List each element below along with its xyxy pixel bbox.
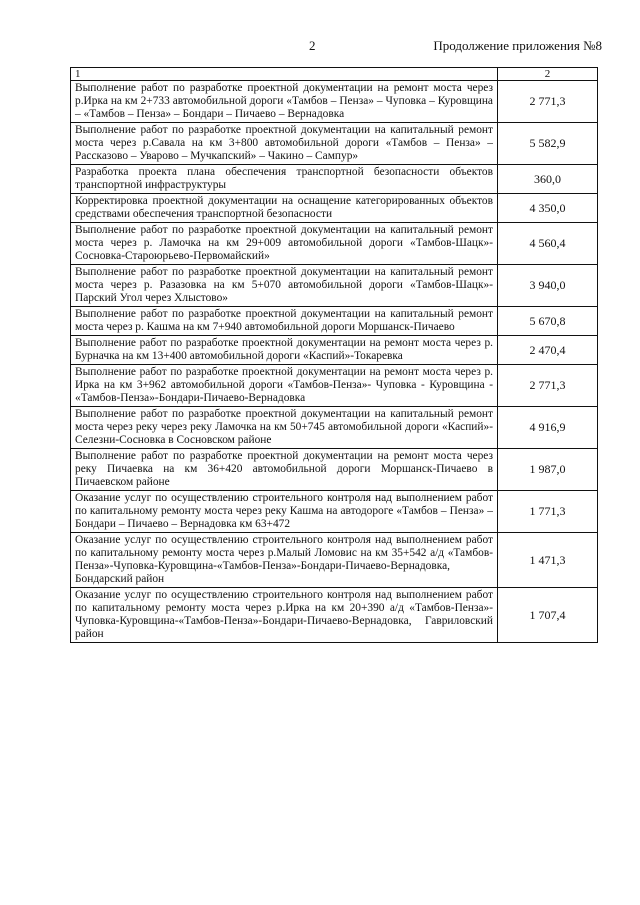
row-amount: 4 350,0 (498, 194, 598, 223)
table-row (71, 449, 598, 491)
row-description: Оказание услуг по осуществлению строительного контроля над выполнением работ по капитальному ремонту моста через реку Кашма на автодороге «Тамбов – Пенза» – Бондари – Пичаево – Вернадовка км 63+472 (71, 491, 498, 533)
row-description: Выполнение работ по разработке проектной документации на ремонт моста через р. Бурначка на км 13+400 автомобильной дороги «Каспий»-Токаревка (71, 336, 498, 365)
column-header-amount: 2 (498, 68, 598, 81)
row-amount: 360,0 (498, 165, 598, 194)
row-amount: 1 771,3 (498, 491, 598, 533)
table-row (71, 491, 598, 533)
table-row (71, 336, 598, 365)
table-row (71, 165, 598, 194)
row-amount: 4 560,4 (498, 223, 598, 265)
row-description: Выполнение работ по разработке проектной документации на ремонт моста через реку Пичаевка на км 36+420 автомобильной дороги Моршанск-Пичаево в Пичаевском районе (71, 449, 498, 491)
row-amount: 2 771,3 (498, 365, 598, 407)
row-description: Выполнение работ по разработке проектной документации на капитальный ремонт моста через р. Ламочка на км 29+009 автомобильной дороги «Тамбов-Шацк»-Сосновка-Староюрьево-Первомайский» (71, 223, 498, 265)
table-row (71, 81, 598, 123)
appendix-caption: Продолжение приложения №8 (433, 38, 602, 53)
table-row (71, 194, 598, 223)
table-row (71, 533, 598, 588)
row-amount: 2 470,4 (498, 336, 598, 365)
row-amount: 3 940,0 (498, 265, 598, 307)
row-description: Выполнение работ по разработке проектной документации на ремонт моста через р. Ирка на км 3+962 автомобильной дороги «Тамбов-Пенза»- Чуповка - Куровщина - «Тамбов-Пенза»-Бондари-Пичаево-Вернадовка (71, 365, 498, 407)
row-description: Оказание услуг по осуществлению строительного контроля над выполнением работ по капитальному ремонту моста через р.Ирка на км 20+390 а/д «Тамбов-Пенза»-Чуповка-Куровщина-«Тамбов-Пенза»-Бондари-Пичаево-Вернадовка, Гавриловский район (71, 588, 498, 643)
row-description: Оказание услуг по осуществлению строительного контроля над выполнением работ по капитальному ремонту моста через р.Малый Ломовис на км 35+542 а/д «Тамбов-Пенза»-Чуповка-Куровщина-«Тамбов-Пенза»-Бондари-Пичаево-Вернадовка, Бондарский район (71, 533, 498, 588)
table-row (71, 223, 598, 265)
row-description: Разработка проекта плана обеспечения транспортной безопасности объектов транспортной инфраструктуры (71, 165, 498, 194)
row-amount: 4 916,9 (498, 407, 598, 449)
row-description: Выполнение работ по разработке проектной документации на капитальный ремонт моста через р. Разазовка на км 5+070 автомобильной дороги «Тамбов-Шацк»-Парский Угол через Хлыстово» (71, 265, 498, 307)
column-header-description: 1 (71, 68, 498, 81)
table-row (71, 265, 598, 307)
row-description: Выполнение работ по разработке проектной документации на капитальный ремонт моста через р.Савала на км 3+800 автомобильной дороги «Тамбов – Пенза» – Рассказово – Уварово – Мучкапский» – Чакино – Сампур» (71, 123, 498, 165)
row-amount: 2 771,3 (498, 81, 598, 123)
page-number: 2 (309, 38, 316, 53)
row-description: Выполнение работ по разработке проектной документации на ремонт моста через р.Ирка на км 2+733 автомобильной дороги «Тамбов – Пенза» – Чуповка – Куровщина – «Тамбов – Пенза» – Бондари – Пичаево – Вернадовка (71, 81, 498, 123)
row-amount: 5 670,8 (498, 307, 598, 336)
row-amount: 5 582,9 (498, 123, 598, 165)
table-row (71, 123, 598, 165)
row-description: Выполнение работ по разработке проектной документации на капитальный ремонт моста через реку через реку Ламочка на км 50+745 автомобильной дороги «Каспий»-Селезни-Сосновка в Сосновском районе (71, 407, 498, 449)
row-amount: 1 471,3 (498, 533, 598, 588)
table-row (71, 307, 598, 336)
table-header-row (71, 68, 598, 81)
table-row (71, 365, 598, 407)
row-description: Корректировка проектной документации на оснащение категорированных объектов средствами обеспечения транспортной безопасности (71, 194, 498, 223)
works-table (70, 67, 598, 643)
row-amount: 1 987,0 (498, 449, 598, 491)
table-row (71, 588, 598, 643)
row-amount: 1 707,4 (498, 588, 598, 643)
row-description: Выполнение работ по разработке проектной документации на капитальный ремонт моста через р. Кашма на км 7+940 автомобильной дороги Моршанск-Пичаево (71, 307, 498, 336)
table-row (71, 407, 598, 449)
